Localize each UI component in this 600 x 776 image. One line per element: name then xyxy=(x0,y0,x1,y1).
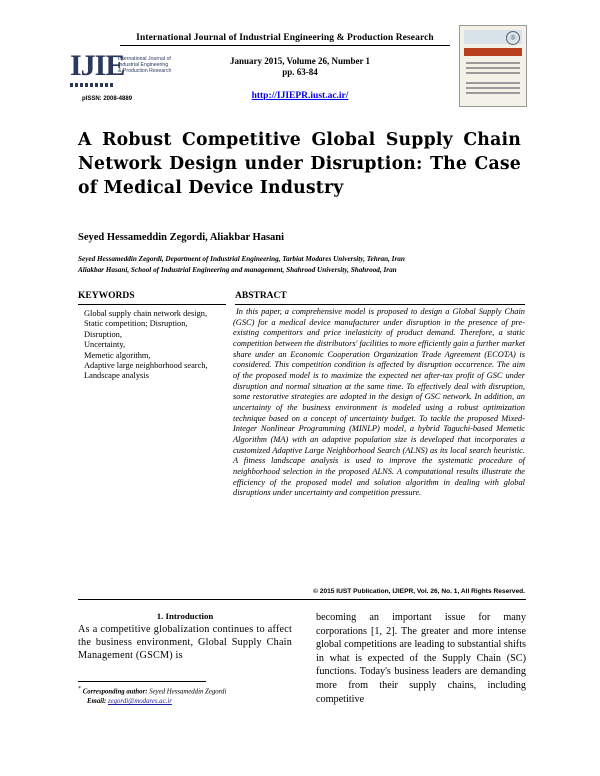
header-rule xyxy=(120,45,450,46)
keyword-item: Landscape analysis xyxy=(84,371,149,381)
cover-band xyxy=(464,48,522,56)
corresponding-author-label: Corresponding author: xyxy=(82,688,148,696)
issue-info xyxy=(220,56,380,78)
logo-line-1: International Journal of xyxy=(118,56,171,62)
journal-url-link[interactable]: http://IJIEPR.iust.ac.ir/ xyxy=(251,91,349,101)
introduction-right-column: becoming an important issue for many corporations [1, 2]. The greater and more intense global competitions are leading to substantial shifts in what is expected of the Supply Chain (SC) functions. Today's business leaders are demanding more from their supply chains, including competitive xyxy=(316,612,526,705)
keyword-item: Adaptive large neighborhood search, xyxy=(84,361,208,371)
email-line xyxy=(78,697,226,707)
abstract-rule xyxy=(235,304,525,305)
logo-letters: IJIE xyxy=(70,49,125,82)
keyword-item: Memetic algorithm, xyxy=(84,350,151,360)
footnote-marker: * xyxy=(78,686,81,692)
cover-text-line xyxy=(466,92,520,94)
journal-cover-image xyxy=(459,25,527,107)
affiliation-2: Aliakbar Hasani, School of Industrial Engineering and management, Shahrood University, Shahrood, Iran xyxy=(78,265,397,274)
cover-text-line xyxy=(466,82,520,84)
abstract-text: In this paper, a comprehensive model is proposed to design a Global Supply Chain (GSC) for a medical device manufacturer under disruption in the presence of pre-existing competitors and price inelasticity of product demand. Therefore, a static competition between the distributors' facilities to more efficiently gain a further market share under an Economic Cooperation Organization Trade Agreement (ECOTA) is considered. This competition condition is affected by disruption occurrence. The aim of the proposed model is to maximize the expected net after-tax profit of GSC under disruption and normal situation at the same time. To effectively deal with disruption, some restorative strategies are adopted in the design of GSC network. In addition, an uncertainty of the business environment is modeled using a robust optimization technique based on a concept of uncertainty budget. To tackle the proposed Mixed-Integer Nonlinear Programming (MINLP) model, a hybrid Taguchi-based Memetic Algorithm (MA) with an adaptive population size is developed that incorporates a customized Adaptive Large Neighborhood Search (ALNS) as its local search heuristic. A fitness landscape analysis is used to improve the systematic procedure of neighborhood selection in the proposed ALNS. A computational results illustrate the efficiency of the proposed model and solution algorithm in dealing with global disruptions under uncertainty and competition pressure. xyxy=(233,307,525,498)
keyword-item: Static competition; Disruption, xyxy=(84,319,188,329)
keyword-item: Global supply chain network design, xyxy=(84,309,208,318)
logo-subtitle xyxy=(118,56,180,74)
keywords-heading: KEYWORDS xyxy=(78,291,135,301)
copyright-notice: © 2015 IUST Publication, IJIEPR, Vol. 26, No. 1, All Rights Reserved. xyxy=(313,588,525,595)
footnote-rule xyxy=(78,681,206,682)
paper-authors: Seyed Hessameddin Zegordi, Aliakbar Hasani xyxy=(78,232,285,243)
paper-title: A Robust Competitive Global Supply Chain Network Design under Disruption: The Case of Medical Device Industry xyxy=(78,130,521,198)
introduction-heading: 1. Introduction xyxy=(156,611,214,621)
keywords-rule xyxy=(78,304,226,305)
corresponding-author-name: Seyed Hessameddin Zegordi xyxy=(149,688,227,696)
cover-seal-icon: ◎ xyxy=(506,31,520,45)
abstract-heading: ABSTRACT xyxy=(235,291,287,301)
logo-line-2: Industrial Engineering xyxy=(118,62,169,68)
keywords-list xyxy=(84,309,224,382)
keyword-item: Uncertainty, xyxy=(84,340,126,350)
issue-volume: January 2015, Volume 26, Number 1 xyxy=(229,56,371,66)
issn: pISSN: 2008-4889 xyxy=(82,96,133,102)
email-label: Email: xyxy=(87,698,107,706)
keyword-item: Disruption, xyxy=(84,329,122,339)
cover-text-line xyxy=(466,62,520,64)
abstract-bottom-rule xyxy=(78,599,526,600)
footnote xyxy=(78,684,226,707)
journal-title: International Journal of Industrial Engineering & Production Research xyxy=(136,33,434,43)
journal-logo xyxy=(70,49,180,93)
email-link[interactable]: zegordi@modares.ac.ir xyxy=(107,698,172,706)
logo-stripes xyxy=(70,83,114,87)
cover-text-line xyxy=(466,72,520,74)
cover-text-line xyxy=(466,67,520,69)
logo-line-3: & Production Research xyxy=(118,68,172,74)
corresponding-author-line xyxy=(78,684,226,697)
issue-pages: pp. 63-84 xyxy=(282,67,318,77)
affiliation-1: Seyed Hessameddin Zegordi, Department of Industrial Engineering, Tarbiat Modares University, Tehran, Iran xyxy=(78,255,405,263)
cover-text-line xyxy=(466,87,520,89)
affiliations xyxy=(78,254,528,275)
introduction-left-column: As a competitive globalization continues to affect the business environment, Global Supply Chain Management (GSCM) is xyxy=(78,624,292,662)
